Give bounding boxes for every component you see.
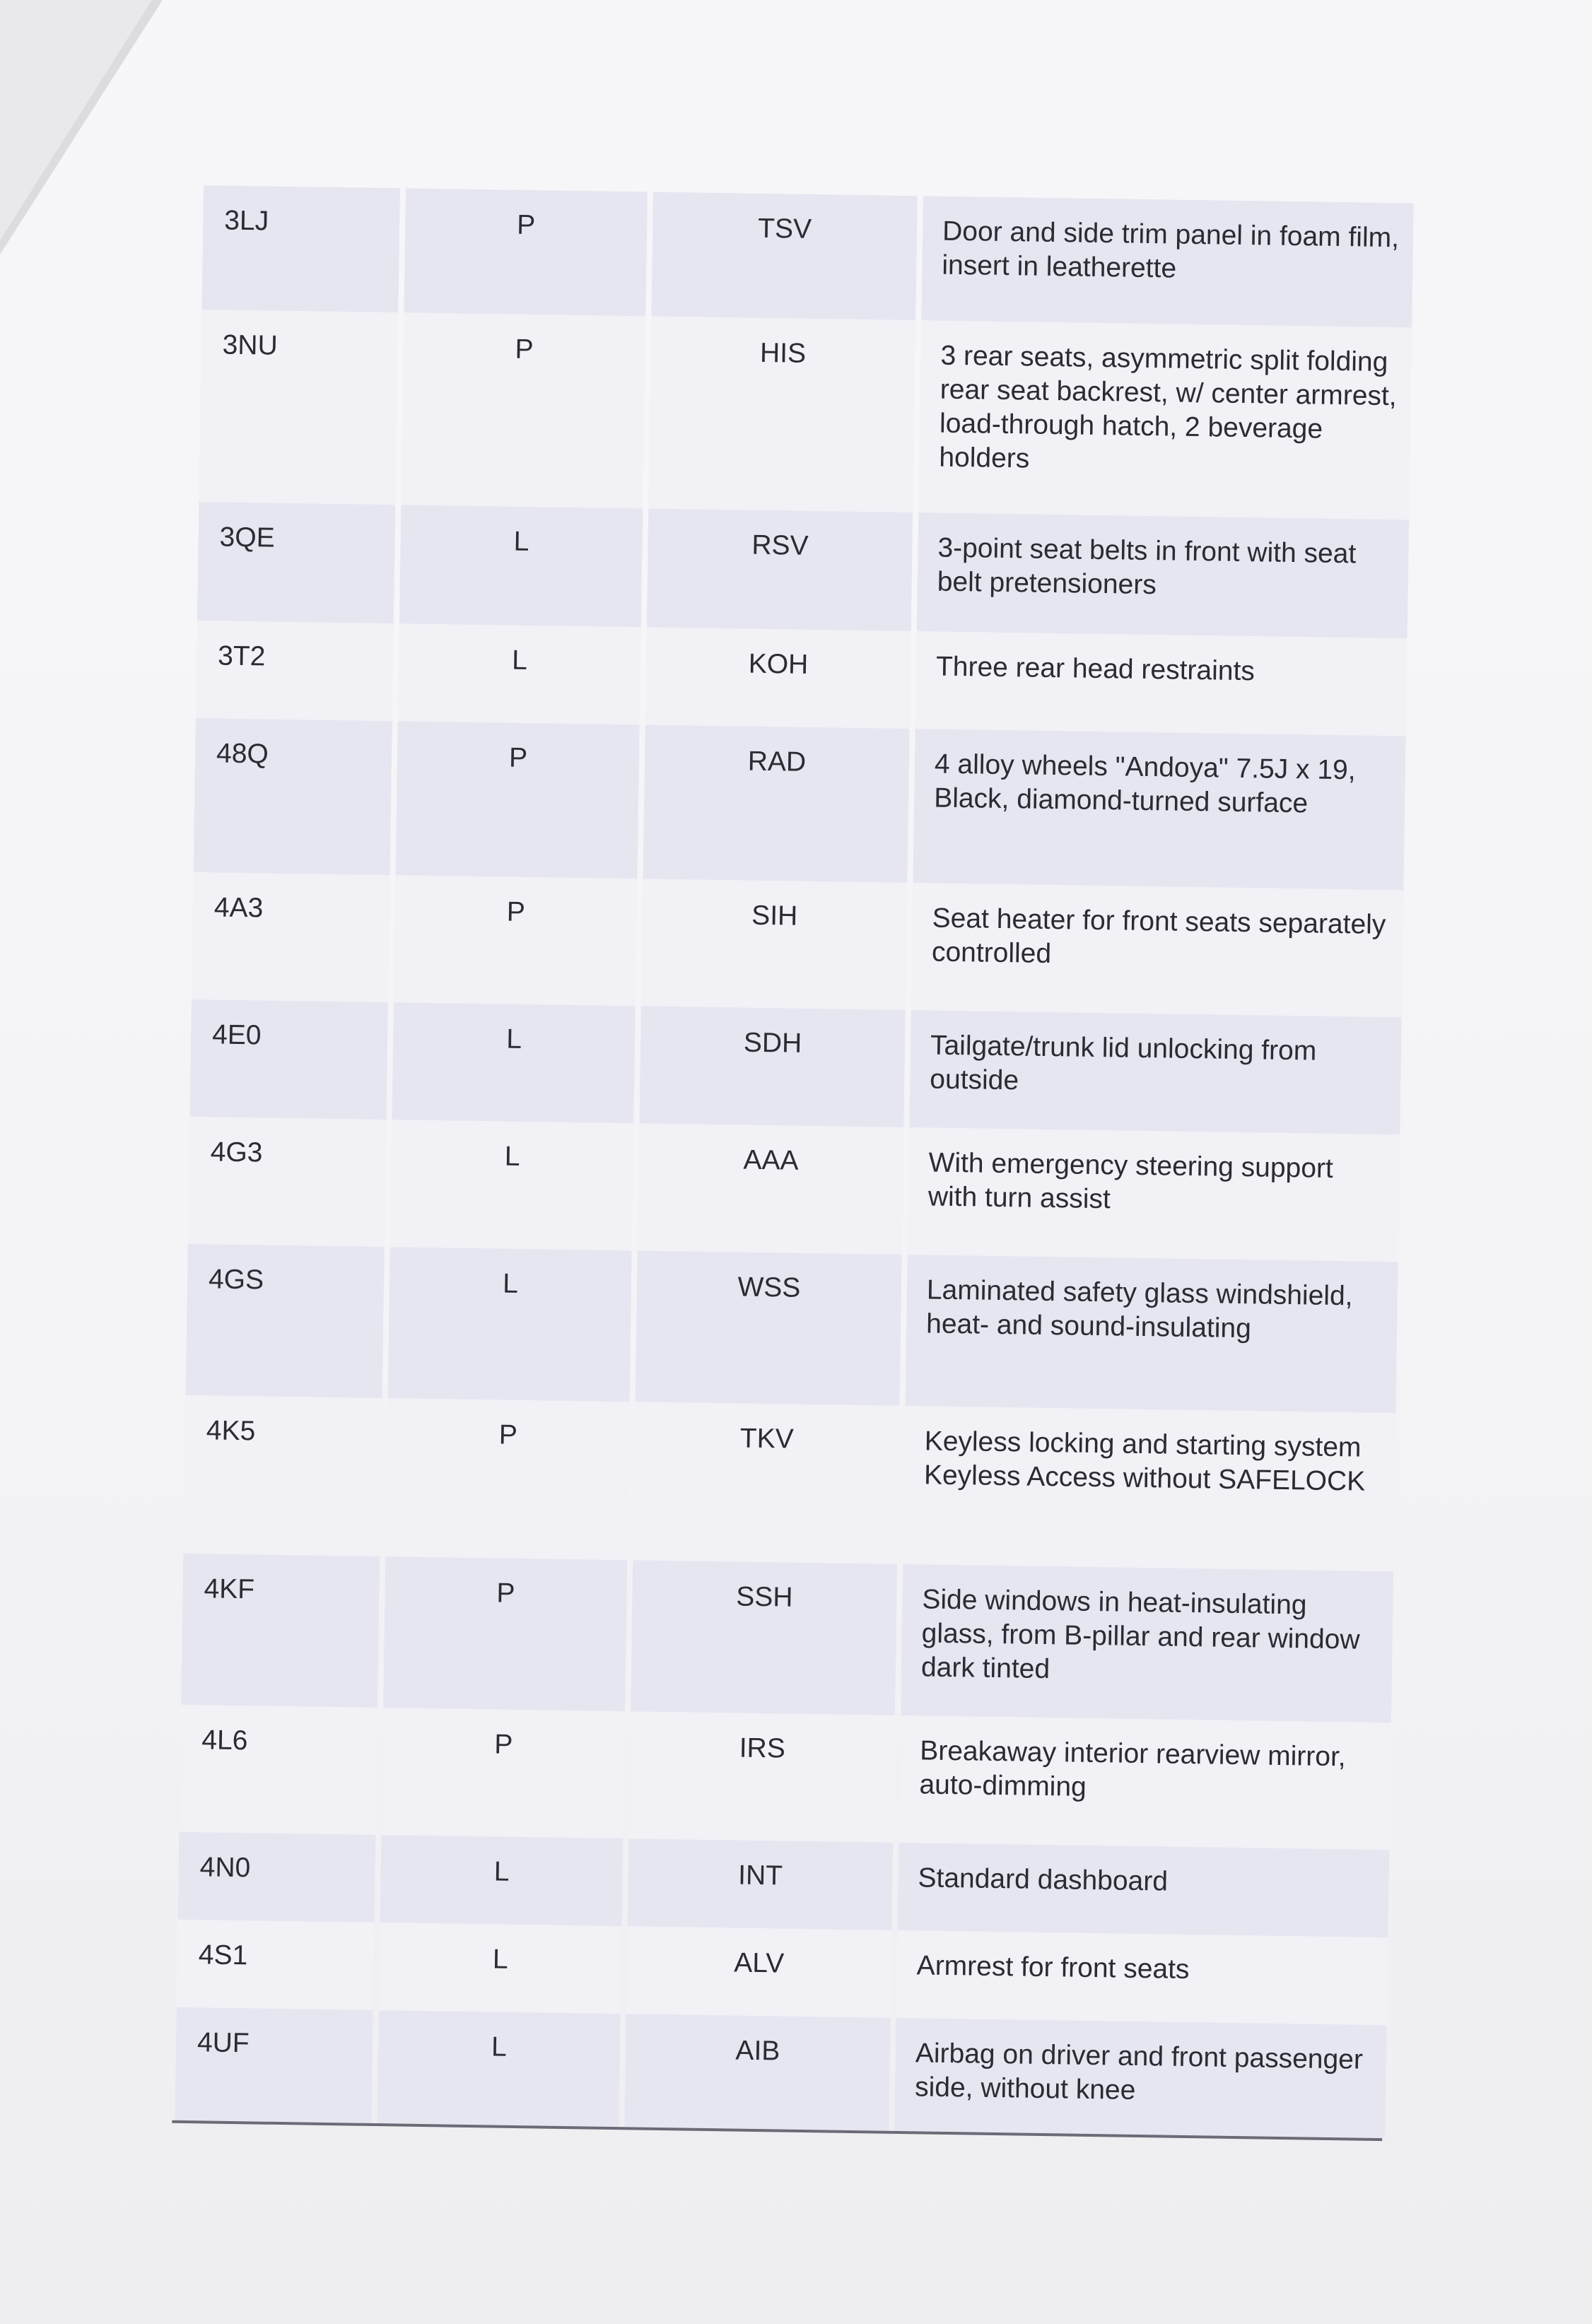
option-code: 3QE xyxy=(197,502,395,623)
option-type: L xyxy=(379,1923,622,2014)
option-type: P xyxy=(404,188,648,316)
option-abbr: RAD xyxy=(643,724,910,883)
table-row xyxy=(188,1117,1400,1262)
option-type: P xyxy=(396,721,640,879)
option-abbr: KOH xyxy=(645,627,911,729)
option-abbr: ALV xyxy=(626,1926,892,2018)
option-code: 4K5 xyxy=(183,1395,382,1556)
option-type: L xyxy=(390,1120,634,1250)
option-type: L xyxy=(377,2010,620,2127)
table-row xyxy=(183,1395,1395,1571)
option-code: 4GS xyxy=(186,1244,385,1398)
option-abbr: TKV xyxy=(633,1402,899,1564)
option-code: 4S1 xyxy=(177,1920,375,2010)
table-row xyxy=(196,621,1407,736)
option-type: P xyxy=(381,1708,625,1838)
option-type: P xyxy=(394,875,638,1006)
option-description: Standard dashboard xyxy=(897,1843,1389,1937)
table-row xyxy=(192,872,1403,1017)
option-description: Tailgate/trunk lid unlocking from outside xyxy=(909,1010,1401,1134)
table-row xyxy=(186,1244,1398,1413)
page-corner-fold xyxy=(0,0,152,240)
option-type: P xyxy=(383,1556,627,1711)
option-code: 4L6 xyxy=(179,1705,377,1835)
option-abbr: SDH xyxy=(639,1006,905,1127)
table-row xyxy=(201,185,1413,327)
option-abbr: INT xyxy=(628,1838,894,1930)
option-code: 48Q xyxy=(194,718,392,875)
table-row xyxy=(179,1705,1391,1850)
option-description: Three rear head restraints xyxy=(915,631,1407,736)
option-description: Keyless locking and starting system Keyless Access without SAFELOCK xyxy=(903,1406,1395,1571)
option-abbr: WSS xyxy=(636,1250,902,1406)
option-type: P xyxy=(401,312,645,508)
option-description: With emergency steering support with turn assist xyxy=(908,1127,1400,1262)
option-type: P xyxy=(385,1398,629,1560)
option-code: 4KF xyxy=(181,1554,380,1708)
table-row xyxy=(189,999,1401,1134)
table-row xyxy=(197,502,1409,638)
option-description: 3 rear seats, asymmetric split folding rear seat backrest, w/ center armrest, load-through hatch, 2 beverage holders xyxy=(918,320,1412,520)
option-abbr: IRS xyxy=(628,1711,895,1843)
option-code: 4E0 xyxy=(189,999,387,1120)
option-type: L xyxy=(399,505,643,627)
option-description: Side windows in heat-insulating glass, from B-pillar and rear window dark tinted xyxy=(901,1564,1393,1723)
option-type: L xyxy=(398,623,641,724)
options-table-sheet xyxy=(169,185,1413,2141)
option-code: 4A3 xyxy=(192,872,390,1002)
option-description: Seat heater for front seats separately controlled xyxy=(911,883,1404,1017)
option-code: 3LJ xyxy=(201,185,400,312)
option-abbr: RSV xyxy=(647,509,913,632)
option-description: Airbag on driver and front passenger side, without knee xyxy=(894,2018,1386,2138)
option-abbr: AIB xyxy=(624,2014,890,2131)
table-row xyxy=(175,2007,1386,2138)
option-description: Breakaway interior rearview mirror, auto-dimming xyxy=(899,1715,1391,1850)
option-abbr: SIH xyxy=(641,879,908,1010)
option-description: Laminated safety glass windshield, heat- and sound-insulating xyxy=(905,1255,1398,1413)
option-description: 3-point seat belts in front with seat belt pretensioners xyxy=(917,512,1409,638)
option-description: Armrest for front seats xyxy=(896,1930,1388,2025)
table-row xyxy=(199,310,1412,520)
option-abbr: AAA xyxy=(638,1123,904,1255)
option-description: Door and side trim panel in foam film, insert in leatherette xyxy=(921,196,1414,327)
option-code: 3T2 xyxy=(196,621,394,721)
option-code: 4G3 xyxy=(188,1117,387,1247)
option-type: L xyxy=(380,1835,624,1926)
option-type: L xyxy=(388,1247,632,1402)
option-code: 4UF xyxy=(175,2007,373,2123)
option-abbr: TSV xyxy=(651,192,918,321)
option-code: 4N0 xyxy=(178,1832,376,1923)
option-abbr: HIS xyxy=(648,317,915,513)
table-row xyxy=(194,718,1406,890)
option-code: 3NU xyxy=(199,310,398,505)
option-type: L xyxy=(392,1002,635,1123)
option-description: 4 alloy wheels "Andoya" 7.5J x 19, Black, diamond-turned surface xyxy=(913,729,1405,890)
option-abbr: SSH xyxy=(631,1560,897,1715)
table-row xyxy=(181,1554,1393,1723)
options-table xyxy=(169,185,1419,2138)
